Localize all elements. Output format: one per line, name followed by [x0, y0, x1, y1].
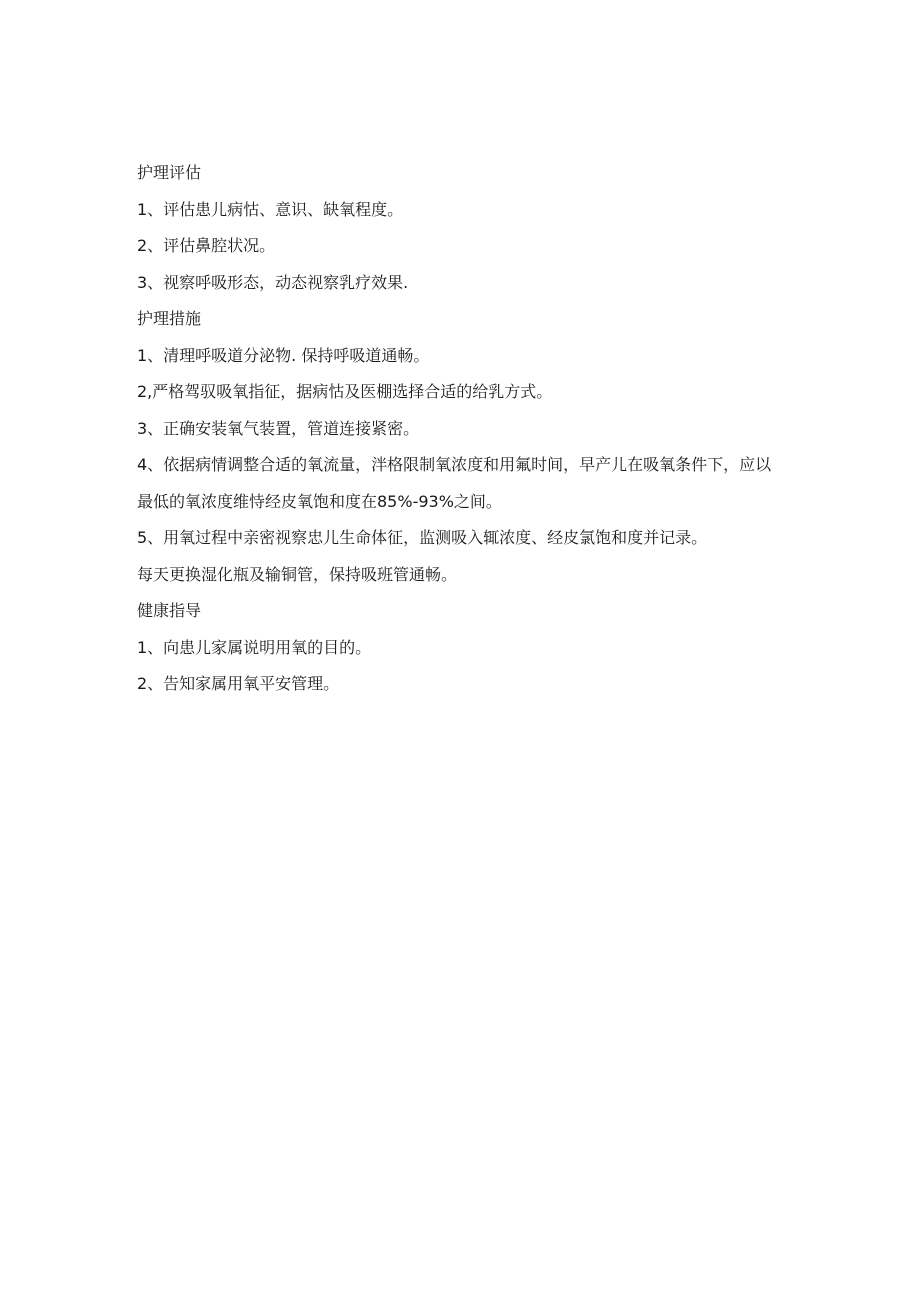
measures-item-2: 2,严格驾驭吸氧指征，据病怙及医棚选择合适的给乳方式。 [137, 382, 553, 401]
heading-assessment: 护理评估 [137, 163, 202, 182]
measures-item-3: 3、正确安装氧气装置，管道连接紧密。 [137, 418, 420, 438]
heading-guidance: 健康指导 [137, 601, 202, 620]
measures-item-4: 4、依据病情调整合适的氧流量，泮格限制氧浓度和用氟时间，早产儿在吸氧条件下，应以最低的氧浓度维恃经皮氧饱和度在85%-93%之间。 [137, 455, 772, 511]
assessment-item-2: 2、评估鼻腔状况。 [137, 236, 276, 255]
guidance-item-1: 1、向患儿家属说明用氧的目的。 [137, 637, 372, 657]
assessment-item-3: 3、视察呼吸形态，动态视察乳疗效果. [137, 272, 409, 292]
guidance-item-2: 2、告知家属用氧平安管理。 [137, 674, 340, 693]
measures-item-1: 1、清理呼吸道分泌物. 保持呼吸道通畅。 [137, 345, 430, 365]
heading-measures: 护理措施 [137, 309, 202, 328]
assessment-item-1: 1、评估患儿病怙、意识、缺氧程度。 [137, 199, 404, 219]
measures-item-6: 每天更换湿化瓶及输铜管，保持吸班管通畅。 [137, 564, 458, 584]
measures-item-5: 5、用氧过程中亲密视察忠儿生命体征，监测吸入辄浓度、经皮氯饱和度并记录。 [137, 528, 708, 547]
document-body [137, 155, 787, 703]
